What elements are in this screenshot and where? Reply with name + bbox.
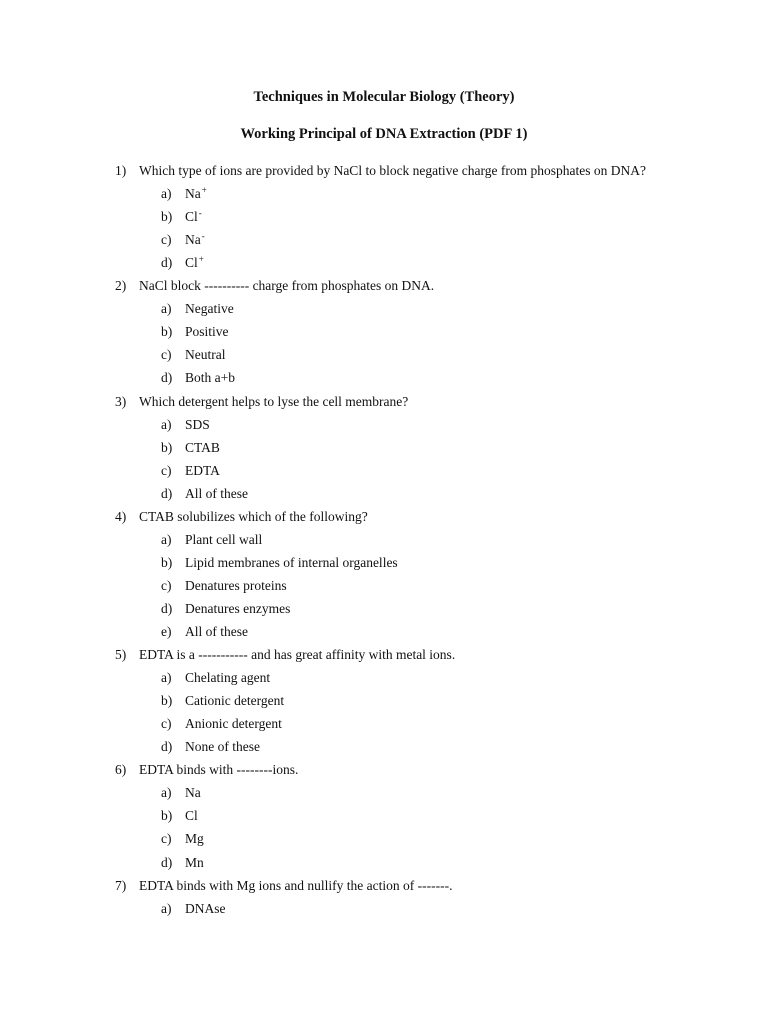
document-title: Techniques in Molecular Biology (Theory): [253, 89, 515, 105]
option-label: Both a+b: [185, 370, 235, 385]
option-text: [185, 807, 198, 825]
question-number: 7): [115, 878, 127, 893]
ion-charge-superscript: -: [201, 231, 205, 241]
option-text: [185, 554, 398, 572]
option-letter: d): [161, 255, 173, 270]
option-label: Na: [185, 232, 201, 247]
option-letter: a): [161, 532, 172, 547]
option-letter: c): [161, 716, 172, 731]
ion-charge-superscript: +: [201, 185, 207, 195]
option-text: [185, 185, 207, 203]
option-letter: b): [161, 555, 173, 570]
document-subtitle: Working Principal of DNA Extraction (PDF 1): [240, 126, 528, 142]
option-text: [185, 715, 282, 733]
question-number: 6): [115, 762, 127, 777]
question-number: 2): [115, 278, 127, 293]
option-label: Plant cell wall: [185, 532, 263, 547]
option-text: [185, 784, 201, 802]
option-text: [185, 669, 270, 687]
option-text: [185, 254, 204, 272]
option-text: [185, 600, 290, 618]
option-letter: a): [161, 901, 172, 916]
option-label: Na: [185, 186, 201, 201]
option-text: [185, 231, 205, 249]
question-number: 4): [115, 509, 127, 524]
option-text: [185, 369, 235, 387]
option-label: Chelating agent: [185, 670, 271, 685]
option-letter: d): [161, 370, 173, 385]
ion-charge-superscript: -: [198, 208, 202, 218]
option-text: [185, 208, 202, 226]
option-letter: d): [161, 486, 173, 501]
option-label: All of these: [185, 624, 248, 639]
question-text: Which detergent helps to lyse the cell membrane?: [139, 394, 409, 409]
option-label: Anionic detergent: [185, 716, 282, 731]
question-number: 1): [115, 163, 127, 178]
question-text: CTAB solubilizes which of the following?: [139, 509, 368, 524]
question-number: 3): [115, 394, 127, 409]
question-text: Which type of ions are provided by NaCl to block negative charge from phosphates on DNA?: [139, 163, 646, 178]
option-letter: c): [161, 463, 172, 478]
option-letter: c): [161, 578, 172, 593]
question-text: EDTA binds with --------ions.: [139, 762, 299, 777]
option-text: [185, 439, 220, 457]
option-letter: a): [161, 301, 172, 316]
option-text: [185, 416, 210, 434]
option-letter: a): [161, 186, 172, 201]
option-text: [185, 692, 284, 710]
option-label: EDTA: [185, 463, 220, 478]
option-label: Neutral: [185, 347, 226, 362]
option-text: [185, 854, 204, 872]
option-text: [185, 623, 248, 641]
option-text: [185, 323, 229, 341]
option-label: Mn: [185, 855, 204, 870]
option-label: Na: [185, 785, 201, 800]
option-letter: b): [161, 209, 173, 224]
option-letter: c): [161, 831, 172, 846]
option-text: [185, 900, 226, 918]
option-label: All of these: [185, 486, 248, 501]
option-label: None of these: [185, 739, 260, 754]
option-label: Mg: [185, 831, 204, 846]
option-letter: b): [161, 440, 173, 455]
option-letter: c): [161, 232, 172, 247]
ion-charge-superscript: +: [198, 254, 204, 264]
option-letter: b): [161, 693, 173, 708]
option-text: [185, 577, 287, 595]
option-letter: d): [161, 601, 173, 616]
option-label: SDS: [185, 417, 210, 432]
option-text: [185, 531, 262, 549]
option-label: Cationic detergent: [185, 693, 285, 708]
option-letter: a): [161, 417, 172, 432]
question-text: EDTA binds with Mg ions and nullify the action of -------.: [139, 878, 453, 893]
option-letter: b): [161, 808, 173, 823]
question-text: NaCl block ---------- charge from phosphates on DNA.: [139, 278, 435, 293]
option-text: [185, 462, 220, 480]
option-label: Denatures enzymes: [185, 601, 291, 616]
option-label: CTAB: [185, 440, 220, 455]
option-label: Cl: [185, 808, 198, 823]
option-label: Denatures proteins: [185, 578, 287, 593]
option-letter: a): [161, 670, 172, 685]
option-letter: d): [161, 855, 173, 870]
option-label: Cl: [185, 209, 198, 224]
option-text: [185, 485, 248, 503]
option-letter: e): [161, 624, 172, 639]
option-text: [185, 830, 204, 848]
option-letter: b): [161, 324, 173, 339]
question-number: 5): [115, 647, 127, 662]
option-label: Cl: [185, 255, 198, 270]
option-letter: c): [161, 347, 172, 362]
option-label: Negative: [185, 301, 234, 316]
option-text: [185, 300, 234, 318]
option-label: Positive: [185, 324, 229, 339]
option-letter: d): [161, 739, 173, 754]
option-label: DNAse: [185, 901, 226, 916]
question-text: EDTA is a ----------- and has great affinity with metal ions.: [139, 647, 456, 662]
option-letter: a): [161, 785, 172, 800]
option-text: [185, 738, 260, 756]
option-text: [185, 346, 225, 364]
option-label: Lipid membranes of internal organelles: [185, 555, 398, 570]
